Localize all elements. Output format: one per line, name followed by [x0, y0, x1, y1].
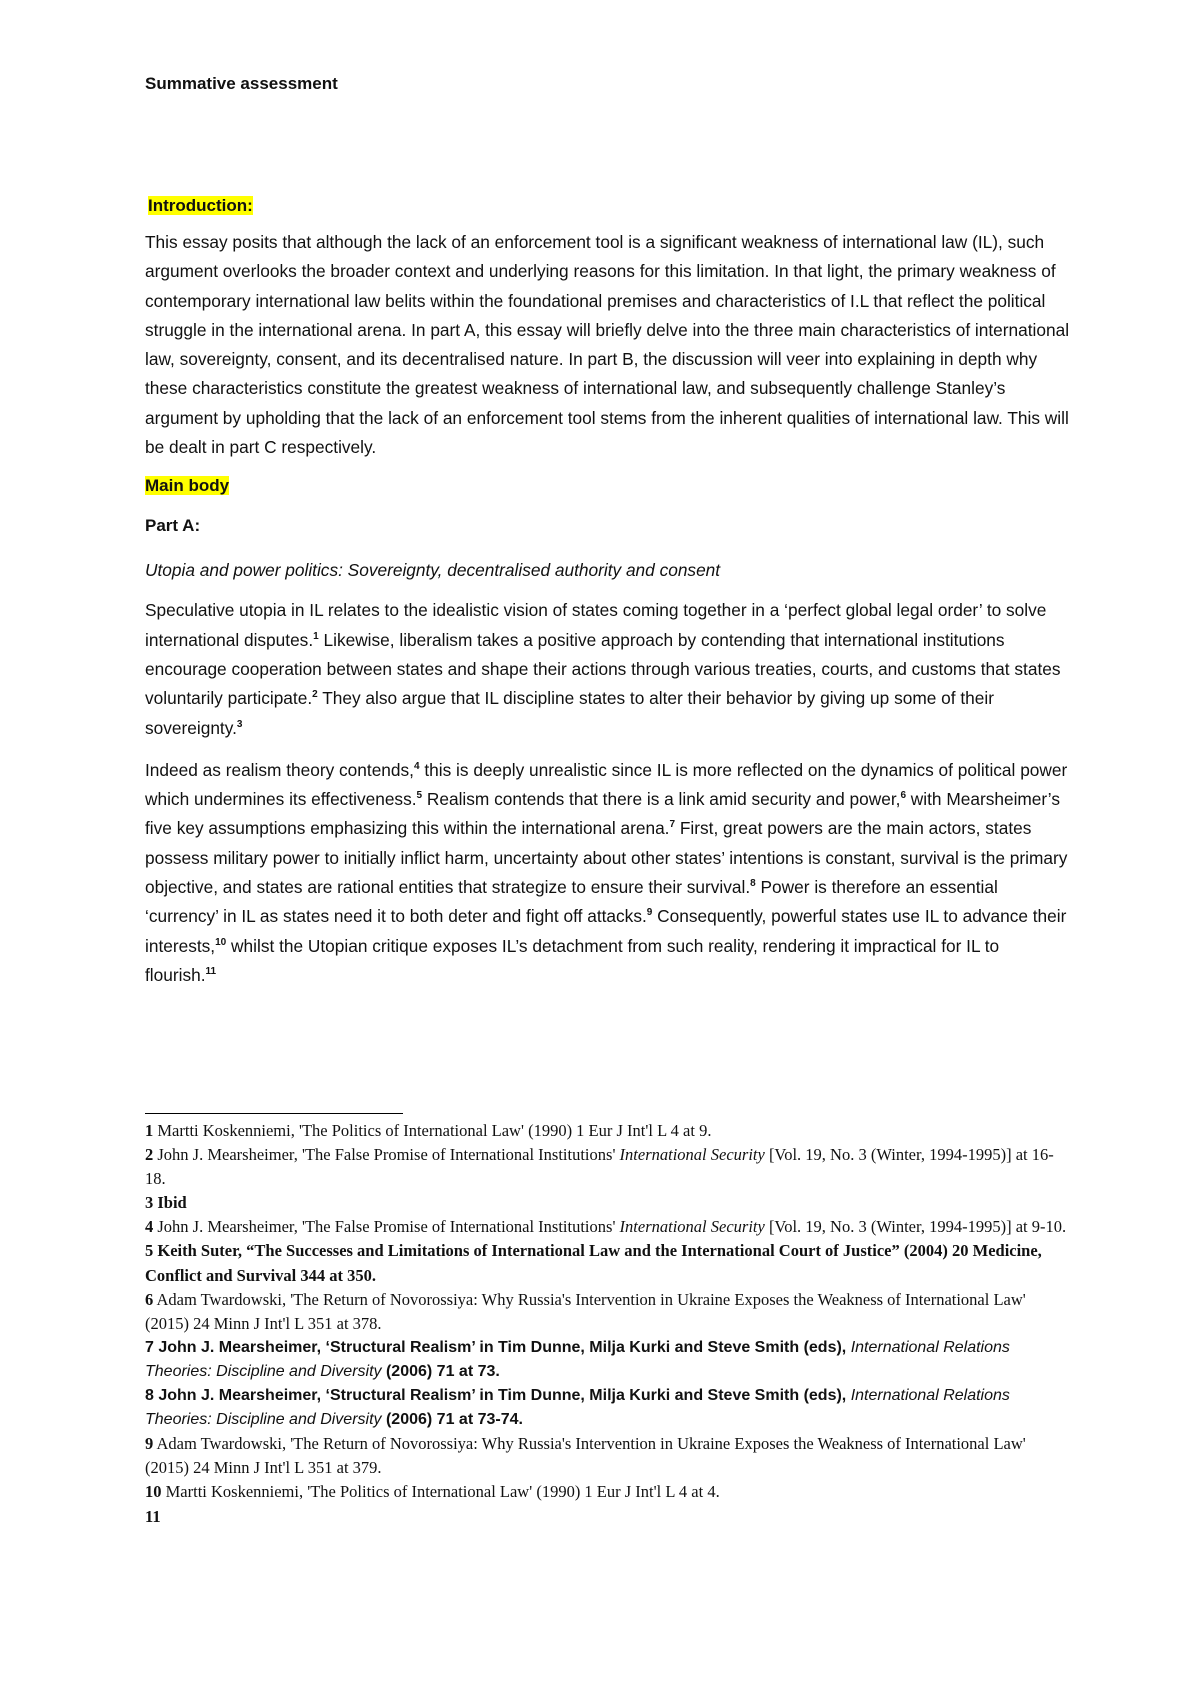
footnote-ref: 8 [750, 878, 756, 890]
footnote-8 [145, 1384, 1070, 1432]
footnote-ref: 1 [313, 630, 319, 642]
footnote-ref: 6 [900, 790, 906, 802]
main-body-heading-text: Main body [145, 476, 230, 496]
introduction-paragraph: This essay posits that although the lack of an enforcement tool is a significant weakness of international law (IL), such argument overlooks the broader context and underlying reasons for this limitation. In that light, the primary weakness of contemporary international law belits within the foundational premises and characteristics of I.L that reflect the political struggle in the international arena. In part A, this essay will briefly delve into the three main characteristics of international law, sovereignty, consent, and its decentralised nature. In part B, the discussion will veer into explaining in depth why these characteristics constitute the greatest weakness of international law, and subsequently challenge Stanley’s argument by upholding that the lack of an enforcement tool stems from the inherent qualities of international law. This will be dealt in part C respectively. [145, 232, 1070, 458]
footnote-book: International Relations Theories: Discipline and Diversity [145, 1338, 1010, 1380]
footnote-text: Ibid [153, 1193, 187, 1213]
footnote-6 [145, 1288, 1070, 1336]
footnote-separator [145, 1113, 403, 1114]
text-span: Consequently, powerful states use IL to advance their interests, [145, 906, 1067, 956]
footnote-ref: 3 [236, 718, 243, 730]
part-a-paragraph-2 [145, 756, 1070, 990]
footnote-3 [145, 1191, 1070, 1215]
text-span: First, great powers are the main actors, states possess military power to initially inflict harm, uncertainty about other states’ intentions is constant, survival is the primary objective, and states are rational entities that strategize to ensure their survival. [145, 818, 1068, 898]
footnote-4 [145, 1215, 1070, 1239]
footnote-number: 2 [145, 1145, 154, 1165]
footnote-book: International Relations Theories: Discipline and Diversity [145, 1387, 1010, 1429]
footnote-number: 6 [145, 1289, 154, 1309]
text-span: with Mearsheimer’s five key assumptions emphasizing this within the international arena. [145, 789, 1060, 839]
footnote-number: 3 [145, 1193, 154, 1213]
footnote-number: 7 [145, 1338, 154, 1356]
text-span: this is deeply unrealistic since IL is more reflected on the dynamics of political power which undermines its effectiveness. [145, 759, 1068, 810]
footnote-ref: 11 [205, 965, 217, 977]
footnote-ref: 7 [669, 819, 676, 831]
footnote-text: John J. Mearsheimer, 'The False Promise of International Institutions' [153, 1217, 620, 1237]
text-span: Speculative utopia in IL relates to the idealistic vision of states coming together in a ‘perfect global legal order’ to solve international disputes. [145, 600, 1047, 650]
footnote-journal: International Security [619, 1217, 765, 1237]
text-span: Likewise, liberalism takes a positive approach by contending that international institutions encourage cooperation between states and shape their actions through various treaties, courts, and customs that states voluntarily participate. [145, 629, 1061, 709]
footnote-tail: [Vol. 19, No. 3 (Winter, 1994-1995)] at 16-18. [145, 1145, 1054, 1189]
footnote-tail: (2006) 71 at 73. [381, 1362, 500, 1380]
introduction-heading-text: Introduction: [148, 196, 253, 215]
footnote-text: Keith Suter, “The Successes and Limitations of International Law and the International Court of Justice” (2004) 20 Medicine, Conflict and Survival 344 at 350. [145, 1241, 1042, 1285]
footnote-ref: 2 [312, 689, 318, 701]
footnote-text: Adam Twardowski, 'The Return of Novorossiya: Why Russia's Intervention in Ukraine Exposes the Weakness of International Law' (2015) 24 Minn J Int'l L 351 at 379. [145, 1434, 1026, 1478]
footnote-ref: 9 [646, 907, 653, 919]
footnote-2 [145, 1143, 1070, 1191]
footnote-number: 9 [145, 1434, 154, 1454]
footnote-number: 8 [145, 1387, 154, 1405]
footnote-number: 5 [145, 1241, 154, 1261]
footnote-ref: 5 [416, 790, 423, 802]
introduction-heading [145, 194, 1070, 218]
text-span: Power is therefore an essential ‘currency’ in IL as states need it to both deter and fight off attacks. [145, 877, 998, 927]
text-span: They also argue that IL discipline states to alter their behavior by giving up some of their sovereignty. [145, 688, 994, 738]
text-span: Realism contends that there is a link amid security and power, [422, 789, 901, 810]
footnote-number: 10 [145, 1482, 162, 1502]
part-a-subheading: Utopia and power politics: Sovereignty, decentralised authority and consent [145, 560, 721, 581]
footnote-ref: 10 [215, 936, 227, 948]
footnote-10 [145, 1480, 1070, 1504]
footnote-journal: International Security [619, 1145, 765, 1165]
footnote-11 [145, 1505, 1070, 1529]
footnote-7 [145, 1336, 1070, 1384]
footnote-text: Martti Koskenniemi, 'The Politics of International Law' (1990) 1 Eur J Int'l L 4 at 4. [161, 1482, 720, 1502]
footnote-1 [145, 1119, 1070, 1143]
footnote-9 [145, 1432, 1070, 1480]
footnotes [145, 1119, 1070, 1529]
footnote-ref: 4 [413, 760, 420, 772]
part-a-paragraph-1 [145, 596, 1070, 742]
footnote-text: John J. Mearsheimer, ‘Structural Realism’ in Tim Dunne, Milja Kurki and Steve Smith (eds), [153, 1387, 851, 1405]
document-body [145, 72, 1070, 990]
footnote-5 [145, 1239, 1070, 1287]
footnote-tail: [Vol. 19, No. 3 (Winter, 1994-1995)] at 9-10. [764, 1217, 1067, 1237]
footnote-text: John J. Mearsheimer, 'The False Promise of International Institutions' [153, 1145, 620, 1165]
footnote-text: Adam Twardowski, 'The Return of Novorossiya: Why Russia's Intervention in Ukraine Exposes the Weakness of International Law' (2015) 24 Minn J Int'l L 351 at 378. [145, 1289, 1026, 1333]
footnote-number: 1 [145, 1121, 154, 1140]
text-span: whilst the Utopian critique exposes IL’s detachment from such reality, rendering it impractical for IL to flourish. [145, 935, 1000, 985]
part-a-heading: Part A: [145, 516, 201, 536]
text-span: Indeed as realism theory contends, [145, 759, 414, 780]
document-title: Summative assessment [145, 74, 338, 93]
footnote-tail: (2006) 71 at 73-74. [381, 1411, 523, 1429]
footnote-number: 11 [145, 1506, 161, 1526]
footnote-text: Martti Koskenniemi, 'The Politics of International Law' (1990) 1 Eur J Int'l L 4 at 9. [153, 1121, 712, 1140]
main-body-heading [145, 474, 1070, 498]
footnote-text: John J. Mearsheimer, ‘Structural Realism’ in Tim Dunne, Milja Kurki and Steve Smith (eds), [153, 1338, 851, 1356]
footnote-number: 4 [145, 1217, 154, 1237]
